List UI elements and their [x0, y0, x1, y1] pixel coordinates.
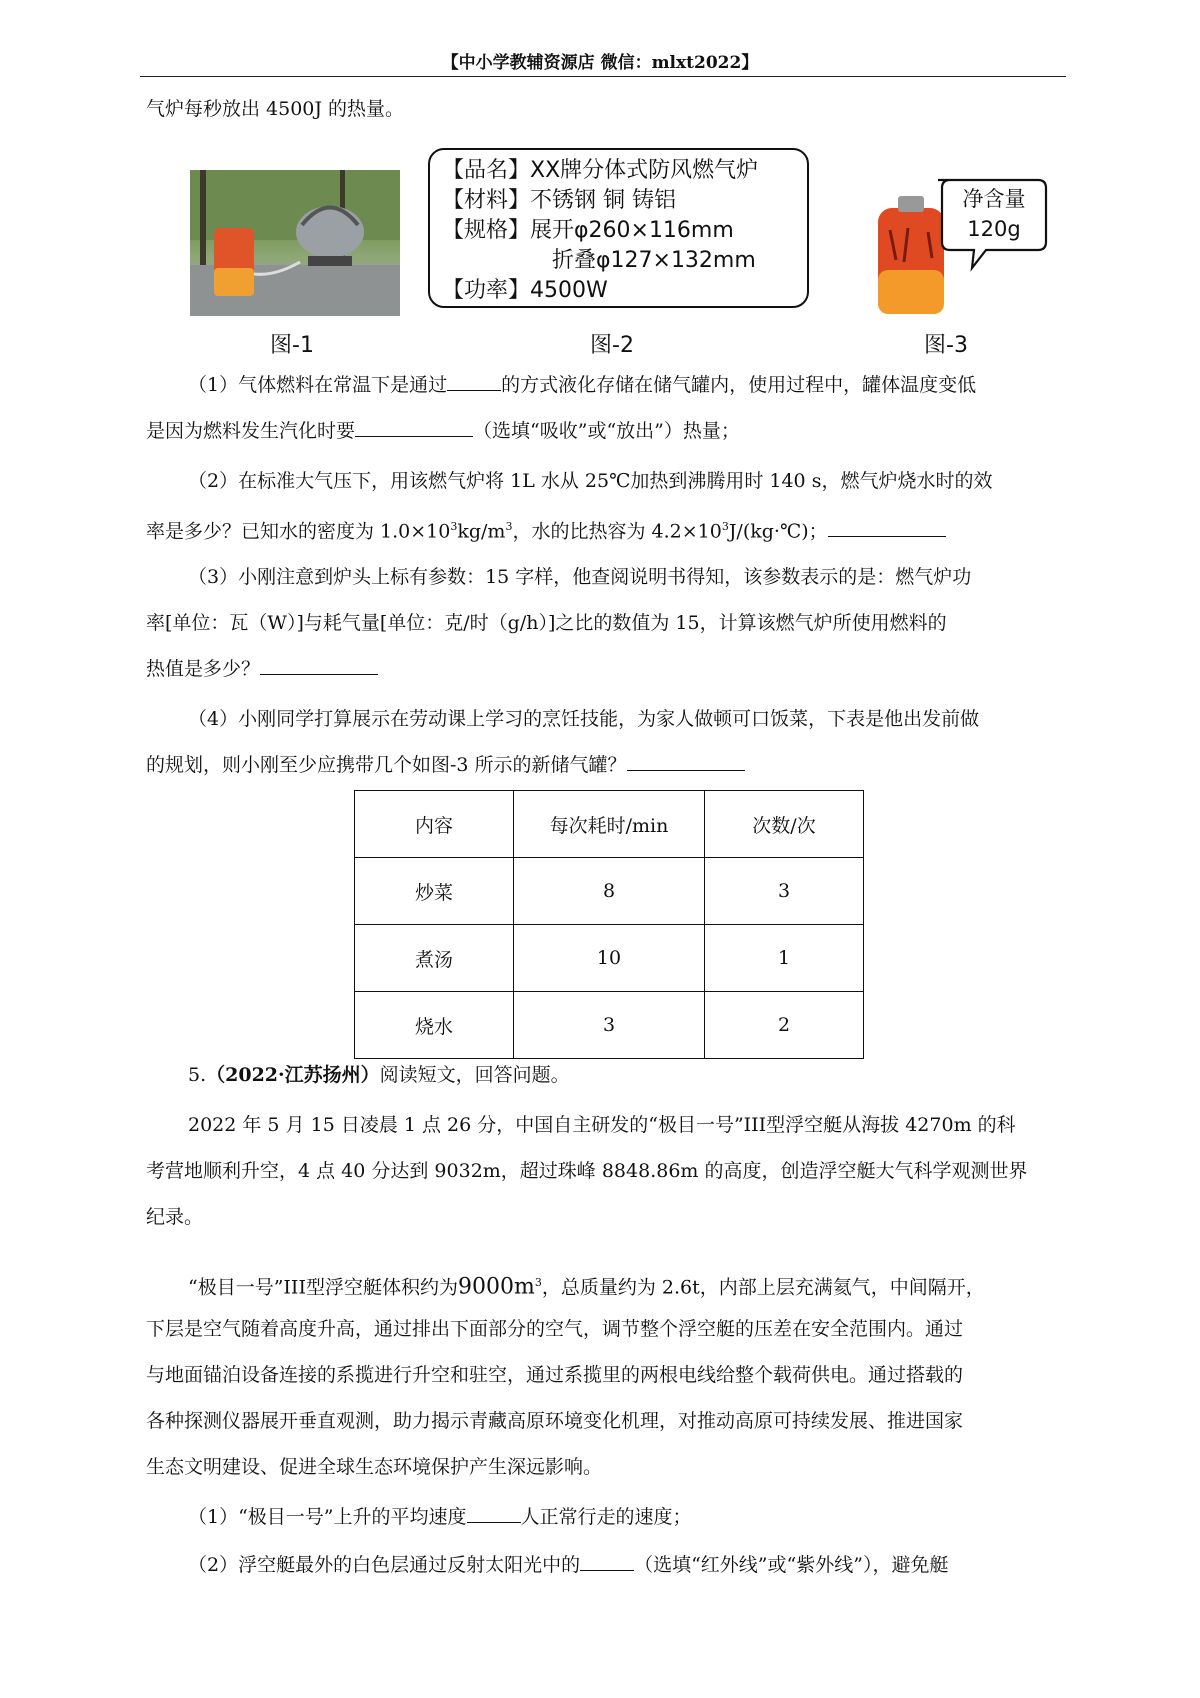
q5-para2-line1 [146, 1260, 1108, 1310]
q2-text: ，水的比热容为 4.2×10 [512, 520, 722, 543]
q5-text: （选填“红外线”或“紫外线”），避免艇 [634, 1554, 949, 1576]
bubble-label: 净含量 [962, 187, 1026, 211]
q5-text: ，总质量约为 2.6t，内部上层充满氦气，中间隔开， [541, 1276, 985, 1299]
answer-blank[interactable] [260, 654, 378, 675]
plan-table [354, 790, 864, 1059]
table-cell: 2 [705, 992, 864, 1059]
q1-text: 的方式液化存储在储气罐内，使用过程中，罐体温度变低 [501, 374, 977, 396]
spec-row: 【规格】展开φ260×116mm [442, 218, 734, 243]
gas-can-figure [868, 170, 1048, 320]
q5-para2-line2: 下层是空气随着高度升高，通过排出下面部分的空气，调节整个浮空艇的压差在安全范围内。通过 [146, 1318, 964, 1340]
q2-text: 率是多少？已知水的密度为 1.0×10 [146, 520, 451, 543]
answer-blank[interactable] [447, 370, 501, 391]
q2-line2 [146, 504, 1066, 554]
answer-blank[interactable] [627, 750, 745, 771]
q5-para1-line1: 2022 年 5 月 15 日凌晨 1 点 26 分，中国自主研发的“极目一号”III型浮空艇从海拔 4270m 的科 [188, 1114, 1016, 1136]
volume-value: 9000m [457, 1274, 535, 1300]
superscript: 3 [505, 520, 513, 533]
table-cell: 3 [705, 858, 864, 925]
question-number: 5. [188, 1064, 207, 1086]
fig1-caption: 图-1 [270, 333, 314, 358]
q5-text: （2）浮空艇最外的白色层通过反射太阳光中的 [188, 1554, 581, 1576]
q1-text: （选填“吸收”或“放出”）热量； [473, 420, 740, 442]
table-header-row [355, 791, 864, 858]
spec-row: 【功率】4500W [442, 278, 608, 303]
fig2-caption: 图-2 [590, 333, 634, 358]
header-divider [140, 76, 1066, 77]
answer-blank[interactable] [467, 1502, 521, 1523]
q5-text: 人正常行走的速度； [520, 1506, 692, 1528]
table-cell: 炒菜 [355, 858, 514, 925]
table-row [355, 925, 864, 992]
question-prompt: 阅读短文，回答问题。 [379, 1064, 570, 1086]
table-cell: 3 [514, 992, 705, 1059]
q1-line2 [146, 408, 1066, 454]
q5-text: （1）“极目一号”上升的平均速度 [188, 1506, 467, 1528]
spec-box [428, 148, 809, 308]
q1-text: 是因为燃料发生汽化时要 [146, 420, 356, 442]
spec-row: 【品名】XX牌分体式防风燃气炉 [442, 158, 759, 183]
table-cell: 8 [514, 858, 705, 925]
q4-text: 的规划，则小刚至少应携带几个如图-3 所示的新储气罐？ [146, 754, 627, 776]
answer-blank[interactable] [355, 416, 473, 437]
q5-sub2 [146, 1542, 1108, 1588]
table-header: 内容 [355, 791, 514, 858]
superscript: 3 [721, 520, 729, 533]
spec-row: 折叠φ127×132mm [552, 248, 756, 273]
q5-heading [146, 1052, 1108, 1098]
superscript: 3 [534, 1276, 542, 1289]
table-cell: 1 [705, 925, 864, 992]
q2-text: J/(kg·℃)； [728, 520, 828, 543]
q3-line1: （3）小刚注意到炉头上标有参数：15 字样，他查阅说明书得知，该参数表示的是：燃气炉功 [188, 566, 972, 588]
table-cell: 烧水 [355, 992, 514, 1059]
question-source: （2022·江苏扬州） [206, 1064, 380, 1086]
q1-text: （1）气体燃料在常温下是通过 [188, 374, 448, 396]
q5-sub1 [146, 1494, 1108, 1540]
superscript: 3 [450, 520, 458, 533]
q2-line1: （2）在标准大气压下，用该燃气炉将 1L 水从 25℃加热到沸腾用时 140 s，燃气炉烧水时的效 [188, 470, 993, 492]
page-header: 【中小学教辅资源店 微信：mlxt2022】 [441, 53, 759, 73]
q1-line1 [146, 362, 1108, 408]
table-row [355, 992, 864, 1059]
table-row [355, 858, 864, 925]
q5-para1-line3: 纪录。 [146, 1206, 204, 1228]
q3-line2: 率[单位：瓦（W）]与耗气量[单位：克/时（g/h）]之比的数值为 15，计算该燃气炉所使用燃料的 [146, 612, 947, 634]
table-header: 次数/次 [705, 791, 864, 858]
q5-para1-line2: 考营地顺利升空，4 点 40 分达到 9032m，超过珠峰 8848.86m 的高度，创造浮空艇大气科学观测世界 [146, 1160, 1028, 1182]
q4-line1: （4）小刚同学打算展示在劳动课上学习的烹饪技能，为家人做顿可口饭菜，下表是他出发前做 [188, 708, 980, 730]
q5-para2-line4: 各种探测仪器展开垂直观测，助力揭示青藏高原环境变化机理，对推动高原可持续发展、推进国家 [146, 1410, 964, 1432]
q3-line3 [146, 646, 1066, 692]
stove-photo [190, 170, 400, 316]
table-header: 每次耗时/min [514, 791, 705, 858]
intro-line: 气炉每秒放出 4500J 的热量。 [146, 98, 405, 120]
answer-blank[interactable] [828, 516, 946, 537]
spec-row: 【材料】不锈钢 铜 铸铝 [442, 188, 676, 213]
answer-blank[interactable] [580, 1550, 634, 1571]
fig3-caption: 图-3 [924, 333, 968, 358]
q5-text: “极目一号”III型浮空艇体积约为 [188, 1276, 458, 1299]
q4-line2 [146, 742, 1066, 788]
q3-text: 热值是多少？ [146, 658, 261, 680]
q5-para2-line5: 生态文明建设、促进全球生态环境保护产生深远影响。 [146, 1456, 603, 1478]
q5-para2-line3: 与地面锚泊设备连接的系揽进行升空和驻空，通过系揽里的两根电线给整个载荷供电。通过搭载的 [146, 1364, 964, 1386]
q2-text: kg/m [457, 520, 506, 543]
table-cell: 煮汤 [355, 925, 514, 992]
bubble-value: 120g [967, 217, 1021, 241]
table-cell: 10 [514, 925, 705, 992]
